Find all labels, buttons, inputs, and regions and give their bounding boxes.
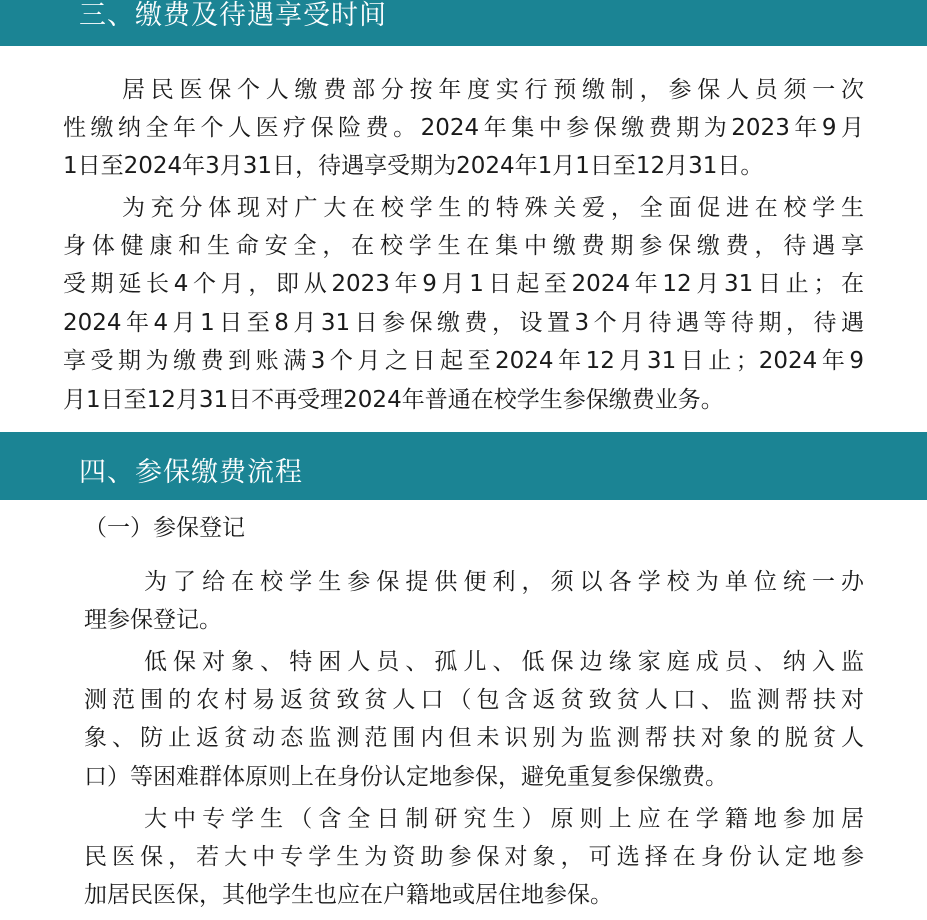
- text-line: 享受期为缴费到账满3个月之日起至2024年12月31日止；2024年9: [63, 348, 864, 374]
- text-line: 低保对象、特困人员、孤儿、低保边缘家庭成员、纳入监: [144, 649, 864, 675]
- text-line: 1日至2024年3月31日，待遇享受期为2024年1月1日至12月31日。: [63, 153, 764, 179]
- text-line: 为充分体现对广大在校学生的特殊关爱，全面促进在校学生: [122, 195, 864, 221]
- subsection-heading: （一）参保登记: [84, 515, 245, 541]
- section-3-header: [0, 0, 927, 46]
- text-line: 受期延长4个月，即从2023年9月1日起至2024年12月31日止；在: [63, 271, 864, 297]
- text-line: 身体健康和生命安全，在校学生在集中缴费期参保缴费，待遇享: [63, 233, 864, 259]
- text-line: 象、防止返贫动态监测范围内但未识别为监测帮扶对象的脱贫人: [84, 725, 864, 751]
- text-line: 民医保，若大中专学生为资助参保对象，可选择在身份认定地参: [84, 844, 864, 870]
- text-line: 理参保登记。: [84, 607, 222, 633]
- text-line: 性缴纳全年个人医疗保险费。2024年集中参保缴费期为2023年9月: [63, 115, 864, 141]
- text-line: 测范围的农村易返贫致贫人口（包含返贫致贫人口、监测帮扶对: [84, 687, 864, 713]
- text-line: 月1日至12月31日不再受理2024年普通在校学生参保缴费业务。: [63, 387, 724, 413]
- text-line: 口）等困难群体原则上在身份认定地参保，避免重复参保缴费。: [84, 764, 728, 790]
- text-line: 2024年4月1日至8月31日参保缴费，设置3个月待遇等待期，待遇: [63, 310, 864, 336]
- section-3-title: 三、缴费及待遇享受时间: [79, 0, 387, 31]
- section-4-title: 四、参保缴费流程: [79, 457, 303, 488]
- text-line: 加居民医保，其他学生也应在户籍地或居住地参保。: [84, 882, 613, 908]
- section-4-header: [0, 432, 927, 500]
- text-line: 大中专学生（含全日制研究生）原则上应在学籍地参加居: [144, 806, 864, 832]
- text-line: 居民医保个人缴费部分按年度实行预缴制，参保人员须一次: [122, 77, 864, 103]
- text-line: 为了给在校学生参保提供便利，须以各学校为单位统一办: [144, 569, 864, 595]
